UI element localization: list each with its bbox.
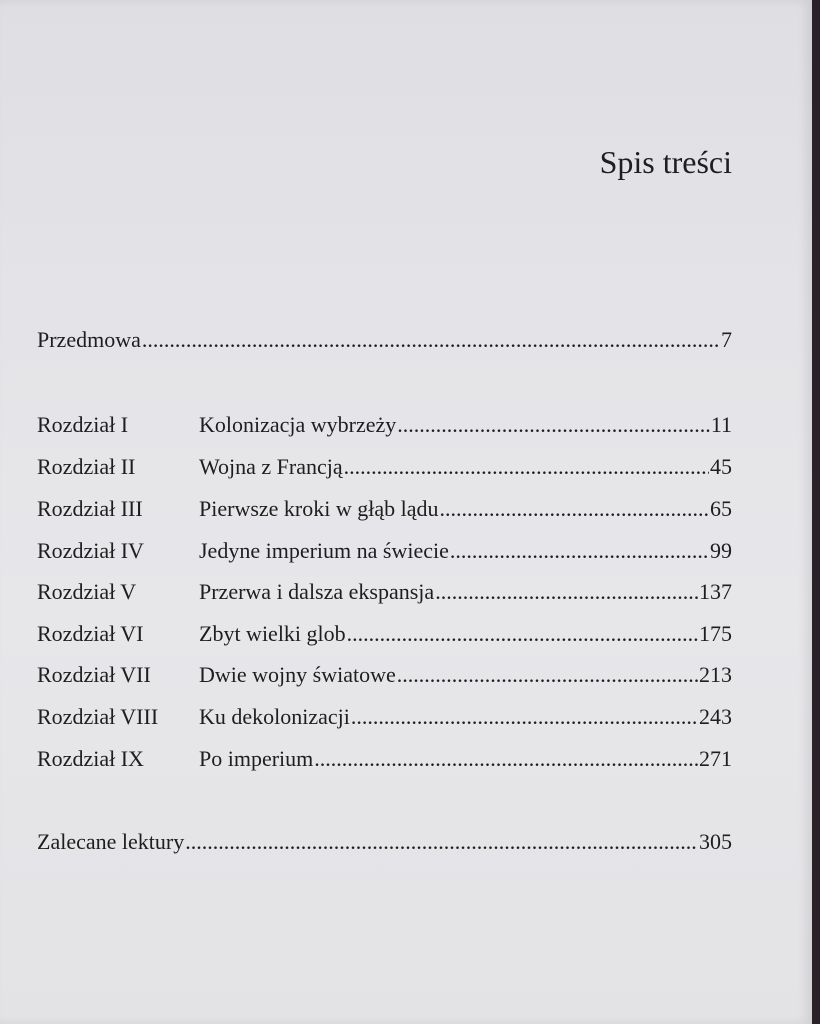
toc-entry-chapter-7	[37, 659, 732, 691]
toc-entry-title: Jedyne imperium na świecie	[199, 538, 449, 563]
toc-page-number: 175	[699, 621, 732, 646]
dot-leader	[344, 451, 709, 483]
toc-entry-title: Zbyt wielki glob	[199, 621, 346, 646]
dot-leader	[314, 743, 698, 775]
chapter-label: Rozdział VIII	[37, 704, 159, 729]
toc-entry-title: Pierwsze kroki w głąb lądu	[199, 496, 439, 521]
page-title: Spis treści	[599, 144, 732, 180]
toc-entry-chapter-1	[37, 409, 732, 441]
toc-entry-title: Po imperium	[199, 746, 314, 771]
chapter-label: Rozdział IX	[37, 746, 144, 771]
toc-entry-title: Zalecane lektury	[37, 829, 185, 854]
toc-entry-chapter-6	[37, 618, 732, 650]
toc-page-number: 213	[699, 662, 732, 687]
dot-leader	[351, 701, 698, 733]
toc-page-number: 11	[710, 412, 732, 437]
dot-leader	[435, 576, 698, 608]
toc-entry-chapter-9	[37, 743, 732, 775]
chapter-label: Rozdział VII	[37, 662, 151, 687]
toc-entry-title: Przedmowa	[37, 327, 141, 352]
toc-page-number: 271	[699, 746, 732, 771]
toc-entry-chapter-5	[37, 576, 732, 608]
toc-entry-further-reading	[37, 826, 732, 858]
dot-leader	[347, 618, 698, 650]
toc-page-number: 243	[699, 704, 732, 729]
toc-page-number: 305	[699, 829, 732, 854]
toc-entry-title: Przerwa i dalsza ekspansja	[199, 579, 435, 604]
toc-entry-title: Dwie wojny światowe	[199, 662, 396, 687]
toc-entry-chapter-8	[37, 701, 732, 733]
dot-leader	[450, 535, 709, 567]
chapter-label: Rozdział I	[37, 412, 129, 437]
toc-entry-preface	[37, 324, 732, 356]
toc-entry-chapter-2	[37, 451, 732, 483]
chapter-label: Rozdział VI	[37, 621, 144, 646]
chapter-label: Rozdział IV	[37, 538, 144, 563]
chapter-label: Rozdział II	[37, 454, 136, 479]
dot-leader	[142, 324, 720, 356]
dot-leader	[397, 409, 710, 441]
toc-entry-chapter-3	[37, 493, 732, 525]
toc-entry-chapter-4	[37, 535, 732, 567]
dot-leader	[440, 493, 710, 525]
dot-leader	[397, 659, 698, 691]
dot-leader	[185, 826, 698, 858]
toc-page-number: 65	[710, 496, 732, 521]
chapter-label: Rozdział V	[37, 579, 137, 604]
toc-entry-title: Wojna z Francją	[199, 454, 343, 479]
toc-page-number: 137	[699, 579, 732, 604]
toc-page-number: 45	[710, 454, 732, 479]
chapter-label: Rozdział III	[37, 496, 143, 521]
toc-page-number: 99	[710, 538, 732, 563]
toc-entry-title: Kolonizacja wybrzeży	[199, 412, 397, 437]
toc-page-number: 7	[721, 327, 732, 352]
toc-entry-title: Ku dekolonizacji	[199, 704, 350, 729]
